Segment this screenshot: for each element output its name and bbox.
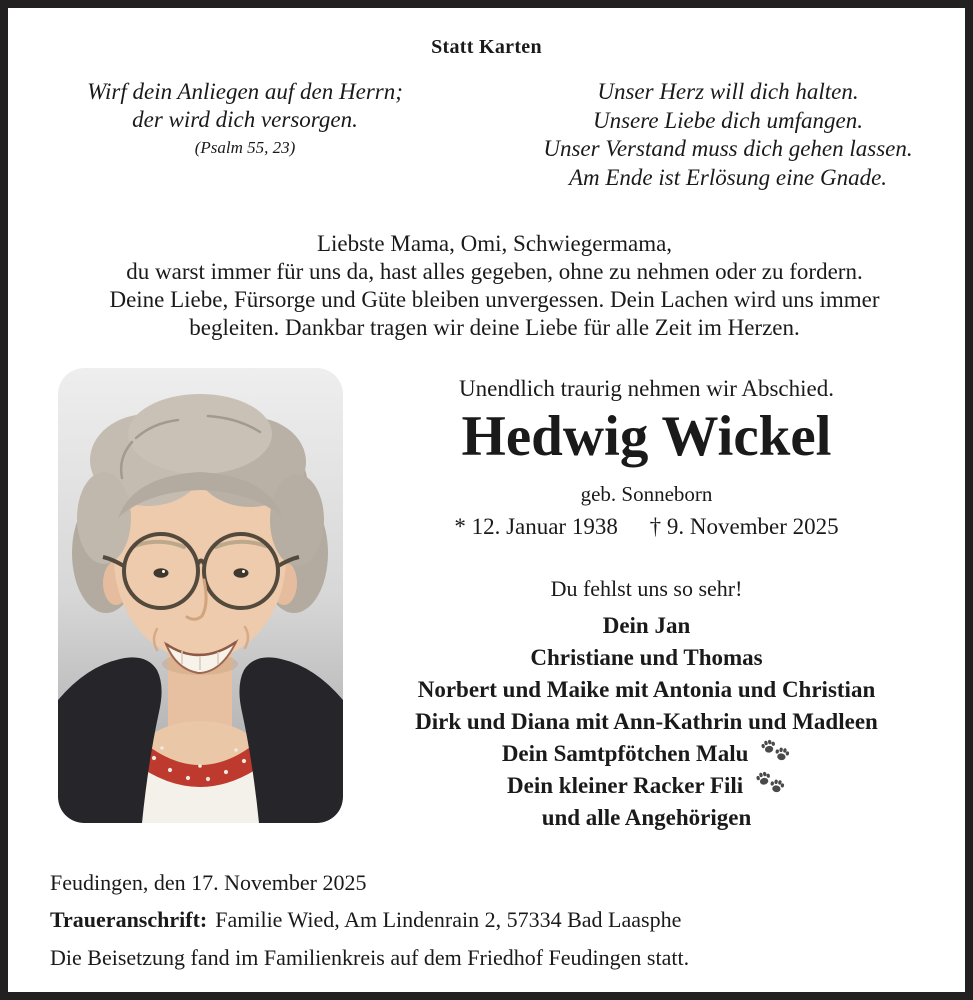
scripture-line: Wirf dein Anliegen auf den Herrn; [87, 79, 403, 104]
tribute-line: du warst immer für uns da, hast alles gegeben, ohne zu nehmen oder zu fordern. [126, 259, 863, 284]
mourner-line [348, 802, 945, 834]
birth-date: * 12. Januar 1938 [454, 514, 618, 539]
mourner-line [348, 706, 945, 738]
mourner-name: Dirk und Diana mit Ann-Kathrin und Madleen [415, 709, 878, 734]
verse-quote [508, 78, 948, 192]
verse-line: Unser Herz will dich halten. [597, 79, 859, 104]
tribute-line: Liebste Mama, Omi, Schwiegermama, [316, 231, 673, 256]
portrait-photo [58, 368, 343, 823]
mourning-address-label: Traueranschrift: [50, 907, 208, 932]
farewell-intro: Unendlich traurig nehmen wir Abschied. [459, 376, 834, 401]
mourner-name: Dein Jan [602, 613, 691, 638]
verse-line: Am Ende ist Erlösung eine Gnade. [568, 164, 888, 190]
tribute-paragraph [38, 230, 951, 342]
mourner-name: Dein Samtpfötchen Malu [501, 741, 749, 766]
header-statt-karten: Statt Karten [431, 36, 542, 58]
mourner-line [348, 610, 945, 642]
tribute-line: Deine Liebe, Fürsorge und Güte bleiben unvergessen. Dein Lachen wird uns immer [109, 287, 880, 312]
mourning-address: Familie Wied, Am Lindenrain 2, 57334 Bad Laasphe [215, 907, 682, 932]
mourner-name: Norbert und Maike mit Antonia und Christian [417, 677, 876, 702]
mourner-name: und alle Angehörigen [541, 805, 752, 830]
portrait-illustration [58, 368, 343, 823]
paw-prints-icon [756, 770, 786, 796]
mourner-line [348, 738, 945, 770]
paw-prints-icon [761, 738, 791, 764]
life-dates [348, 514, 945, 540]
maiden-name: geb. Sonneborn [580, 482, 713, 506]
death-date: † 9. November 2025 [649, 514, 839, 539]
mourner-name: Dein kleiner Racker Fili [507, 773, 744, 798]
scripture-quote [50, 78, 440, 159]
mourner-line [348, 770, 945, 802]
mourner-name: Christiane und Thomas [530, 645, 763, 670]
place-date-line: Feudingen, den 17. November 2025 [50, 870, 367, 895]
tribute-line: begleiten. Dankbar tragen wir deine Liebe für alle Zeit im Herzen. [189, 315, 800, 340]
mourner-line [348, 674, 945, 706]
deceased-name: Hedwig Wickel [461, 405, 832, 468]
missing-line: Du fehlst uns so sehr! [550, 576, 743, 601]
mourners-list [348, 610, 945, 834]
burial-note-line: Die Beisetzung fand im Familienkreis auf dem Friedhof Feudingen statt. [50, 945, 690, 970]
mourner-line [348, 642, 945, 674]
scripture-source: (Psalm 55, 23) [194, 138, 296, 157]
mourning-address-line [50, 907, 681, 933]
verse-line: Unser Verstand muss dich gehen lassen. [543, 136, 913, 161]
verse-line: Unsere Liebe dich umfangen. [593, 107, 863, 133]
scripture-line: der wird dich versorgen. [132, 107, 358, 132]
